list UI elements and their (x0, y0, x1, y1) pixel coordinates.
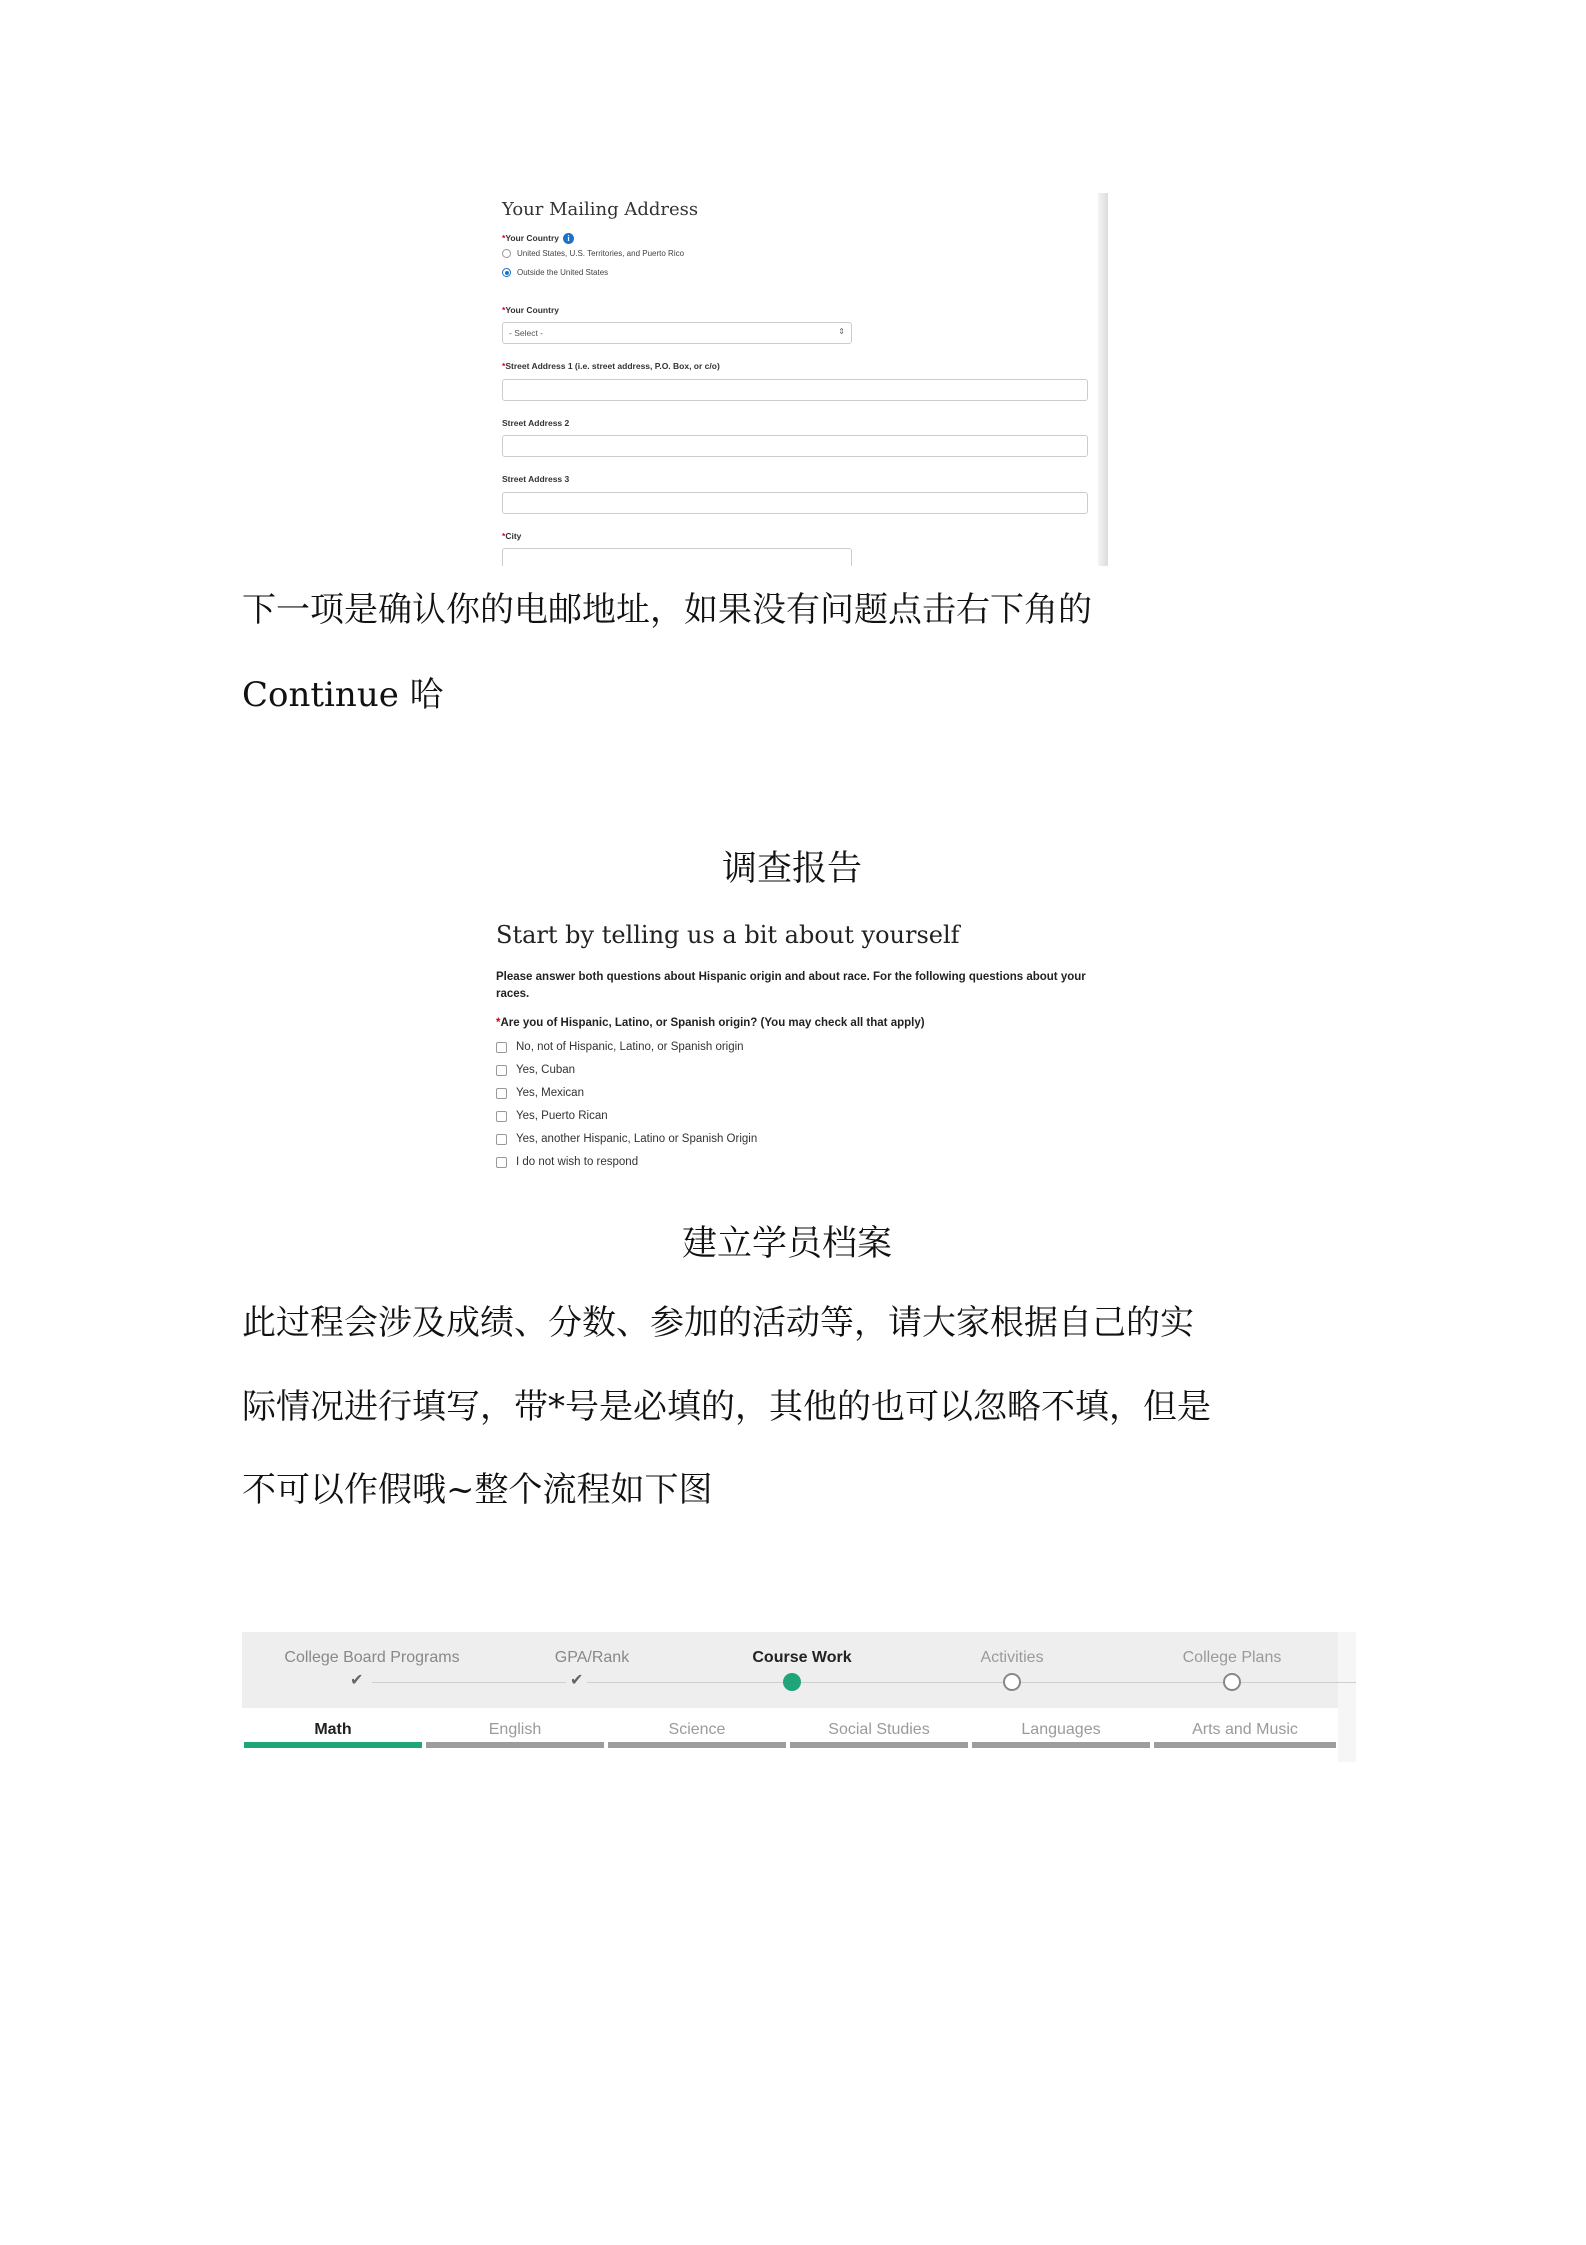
checkmark-icon: ✔ (566, 1670, 587, 1689)
step-college-board-programs[interactable]: College Board Programs (284, 1649, 460, 1666)
hispanic-option-checkbox[interactable] (496, 1133, 757, 1145)
tab-label: Science (668, 1721, 726, 1738)
paragraph-2-line-3: 不可以作假哦~整个流程如下图 (242, 1470, 713, 1510)
paragraph-1-line-2: Continue 哈 (242, 675, 444, 715)
tab-social-studies[interactable] (788, 1708, 970, 1762)
checkbox-label: Yes, Mexican (516, 1087, 584, 1099)
pending-step-circle-icon (1003, 1673, 1021, 1691)
survey-title: Start by telling us a bit about yourself (496, 921, 960, 949)
hispanic-option-checkbox[interactable] (496, 1087, 584, 1099)
hispanic-option-checkbox[interactable] (496, 1110, 608, 1122)
checkbox[interactable] (496, 1111, 507, 1122)
hispanic-option-checkbox[interactable] (496, 1064, 575, 1076)
checkbox-label: Yes, Puerto Rican (516, 1110, 608, 1122)
radio-label: United States, U.S. Territories, and Puerto Rico (517, 249, 685, 258)
step-course-work[interactable]: Course Work (752, 1649, 852, 1666)
checkbox-label: Yes, Cuban (516, 1064, 576, 1076)
radio-button-selected[interactable] (502, 268, 511, 277)
checkmark-icon: ✔ (346, 1670, 367, 1689)
hispanic-option-checkbox[interactable] (496, 1156, 638, 1168)
step-activities[interactable]: Activities (980, 1649, 1044, 1666)
checkbox-label: Yes, another Hispanic, Latino or Spanish Origin (516, 1133, 758, 1145)
progress-steps-bar (242, 1632, 1356, 1708)
street-address-1-label: *Street Address 1 (i.e. street address, P.O. Box, or c/o) (502, 361, 720, 371)
heading-survey: 调查报告 (722, 849, 863, 889)
step-connector (1032, 1682, 1356, 1683)
radio-label: Outside the United States (517, 268, 609, 277)
checkbox-label: I do not wish to respond (516, 1156, 639, 1168)
pending-step-circle-icon (1223, 1673, 1241, 1691)
current-step-dot-icon (783, 1673, 801, 1691)
checkbox[interactable] (496, 1088, 507, 1099)
tab-languages[interactable] (970, 1708, 1152, 1762)
tab-label: English (488, 1721, 542, 1738)
tab-english[interactable] (424, 1708, 606, 1762)
tab-science[interactable] (606, 1708, 788, 1762)
street-address-3-input[interactable] (502, 492, 1088, 514)
hispanic-option-checkbox[interactable] (496, 1041, 744, 1053)
street-address-1-input[interactable] (502, 379, 1088, 401)
progress-screenshot (242, 1632, 1356, 1762)
step-connector (592, 1682, 1032, 1683)
street-address-2-input[interactable] (502, 435, 1088, 457)
street-address-3-label: Street Address 3 (502, 474, 570, 484)
info-icon[interactable]: i (563, 233, 574, 244)
mailing-address-title: Your Mailing Address (502, 199, 699, 220)
tab-indicator-bar (244, 1742, 422, 1748)
city-label: *City (502, 531, 522, 541)
mailing-address-screenshot (490, 193, 1108, 566)
checkbox[interactable] (496, 1157, 507, 1168)
tab-indicator-bar (790, 1742, 968, 1748)
checkbox[interactable] (496, 1134, 507, 1145)
survey-note: Please answer both questions about Hispanic origin and about race. For the following questions about your races. (496, 971, 1086, 1000)
select-arrows-icon: ⇕ (838, 327, 845, 336)
heading-profile: 建立学员档案 (682, 1224, 893, 1264)
survey-screenshot (490, 917, 1130, 1179)
tab-label: Languages (1021, 1721, 1101, 1738)
tab-label: Math (314, 1721, 352, 1738)
tab-label: Arts and Music (1192, 1721, 1298, 1738)
step-college-plans[interactable]: College Plans (1182, 1649, 1282, 1666)
step-connector (372, 1682, 592, 1683)
street-address-2-label: Street Address 2 (502, 418, 570, 428)
radio-us-territories[interactable] (502, 249, 684, 258)
paragraph-2-line-1: 此过程会涉及成绩、分数、参加的活动等，请大家根据自己的实 (242, 1303, 1194, 1343)
checkbox[interactable] (496, 1065, 507, 1076)
radio-button[interactable] (502, 249, 511, 258)
screenshot-edge-shadow (1098, 193, 1108, 566)
paragraph-2-line-2: 际情况进行填写，带*号是必填的，其他的也可以忽略不填，但是 (242, 1387, 1211, 1427)
tab-arts-and-music[interactable] (1152, 1708, 1338, 1762)
tab-indicator-bar (426, 1742, 604, 1748)
tab-label: Social Studies (828, 1721, 930, 1738)
tab-indicator-bar (1154, 1742, 1336, 1748)
checkbox-label: No, not of Hispanic, Latino, or Spanish origin (516, 1041, 744, 1053)
paragraph-1-line-1: 下一项是确认你的电邮地址，如果没有问题点击右下角的 (242, 590, 1092, 630)
country-select-label: *Your Country (502, 305, 559, 315)
radio-outside-us[interactable] (502, 268, 608, 277)
hispanic-origin-question: *Are you of Hispanic, Latino, or Spanish origin? (You may check all that apply) (496, 1017, 925, 1029)
step-gpa-rank[interactable]: GPA/Rank (554, 1649, 630, 1666)
country-select[interactable] (502, 322, 852, 344)
city-input[interactable] (502, 548, 852, 566)
checkbox[interactable] (496, 1042, 507, 1053)
country-type-label: *Your Country i (502, 233, 574, 244)
tab-indicator-bar (972, 1742, 1150, 1748)
country-select-value: - Select - (509, 328, 544, 338)
tab-math[interactable] (242, 1708, 424, 1762)
tab-indicator-bar (608, 1742, 786, 1748)
